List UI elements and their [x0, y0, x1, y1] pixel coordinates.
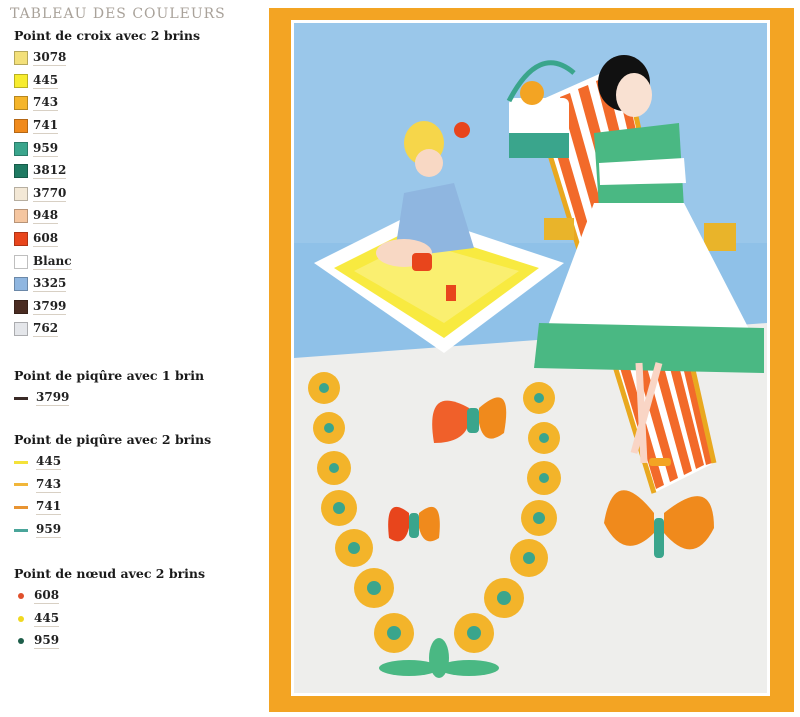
color-code: 608 [33, 231, 59, 246]
color-code: 3325 [33, 276, 67, 291]
color-swatch [14, 529, 28, 532]
embroidery-artwork [291, 20, 770, 696]
legend-item [14, 228, 200, 251]
legend-item [14, 70, 200, 93]
color-code: 3799 [33, 298, 67, 313]
color-code: 3812 [33, 163, 67, 178]
color-swatch [14, 232, 28, 246]
legend-section [14, 432, 211, 541]
legend-item [14, 137, 200, 160]
color-swatch [18, 638, 24, 644]
legend-item [14, 519, 211, 542]
color-code: 741 [36, 499, 62, 514]
legend-item [14, 250, 200, 273]
legend-item [14, 296, 200, 319]
legend-item [14, 585, 205, 608]
color-swatch [14, 506, 28, 509]
legend-item [14, 183, 200, 206]
color-swatch [18, 593, 24, 599]
color-swatch [14, 164, 28, 178]
color-code: 762 [33, 321, 59, 336]
color-code: 3770 [33, 185, 67, 200]
color-code: 959 [34, 633, 60, 648]
color-code: 445 [36, 454, 62, 469]
color-code: 445 [34, 610, 60, 625]
color-swatch [14, 277, 28, 291]
color-swatch [14, 96, 28, 110]
legend-item [14, 608, 205, 631]
color-code: 3078 [33, 50, 67, 65]
legend-section-title: Point de piqûre avec 2 brins [14, 432, 212, 447]
color-code: 743 [33, 95, 59, 110]
color-swatch [14, 461, 28, 464]
color-swatch [14, 142, 28, 156]
legend-section-title: Point de piqûre avec 1 brin [14, 368, 205, 383]
legend-item [14, 160, 200, 183]
legend-item [14, 451, 211, 474]
legend-item [14, 387, 204, 410]
legend-section-title: Point de nœud avec 2 brins [14, 566, 206, 581]
color-swatch [14, 74, 28, 88]
embroidery-illustration [294, 23, 767, 693]
color-code: 741 [33, 118, 59, 133]
color-swatch [14, 300, 28, 314]
legend-item [14, 205, 200, 228]
legend-section [14, 566, 205, 653]
color-code: 445 [33, 72, 59, 87]
color-code: 948 [33, 208, 59, 223]
color-swatch [14, 322, 28, 336]
legend-item [14, 318, 200, 341]
legend-item [14, 273, 200, 296]
legend-title: TABLEAU DES COULEURS [10, 6, 226, 22]
color-code: 3799 [36, 390, 70, 405]
legend-item [14, 496, 211, 519]
color-swatch [14, 483, 28, 486]
color-swatch [14, 209, 28, 223]
legend-section [14, 28, 200, 341]
color-code: 743 [36, 476, 62, 491]
color-swatch [14, 255, 28, 269]
legend-item [14, 115, 200, 138]
color-swatch [14, 51, 28, 65]
legend-section-title: Point de croix avec 2 brins [14, 28, 201, 43]
color-code: Blanc [33, 253, 72, 268]
color-swatch [18, 616, 24, 622]
color-code: 608 [34, 588, 60, 603]
color-code: 959 [33, 140, 59, 155]
color-swatch [14, 187, 28, 201]
color-swatch [14, 397, 28, 400]
color-code: 959 [36, 522, 62, 537]
legend-item [14, 47, 200, 70]
legend-item [14, 630, 205, 653]
legend-item [14, 474, 211, 497]
color-swatch [14, 119, 28, 133]
legend-section [14, 368, 204, 410]
legend-item [14, 92, 200, 115]
